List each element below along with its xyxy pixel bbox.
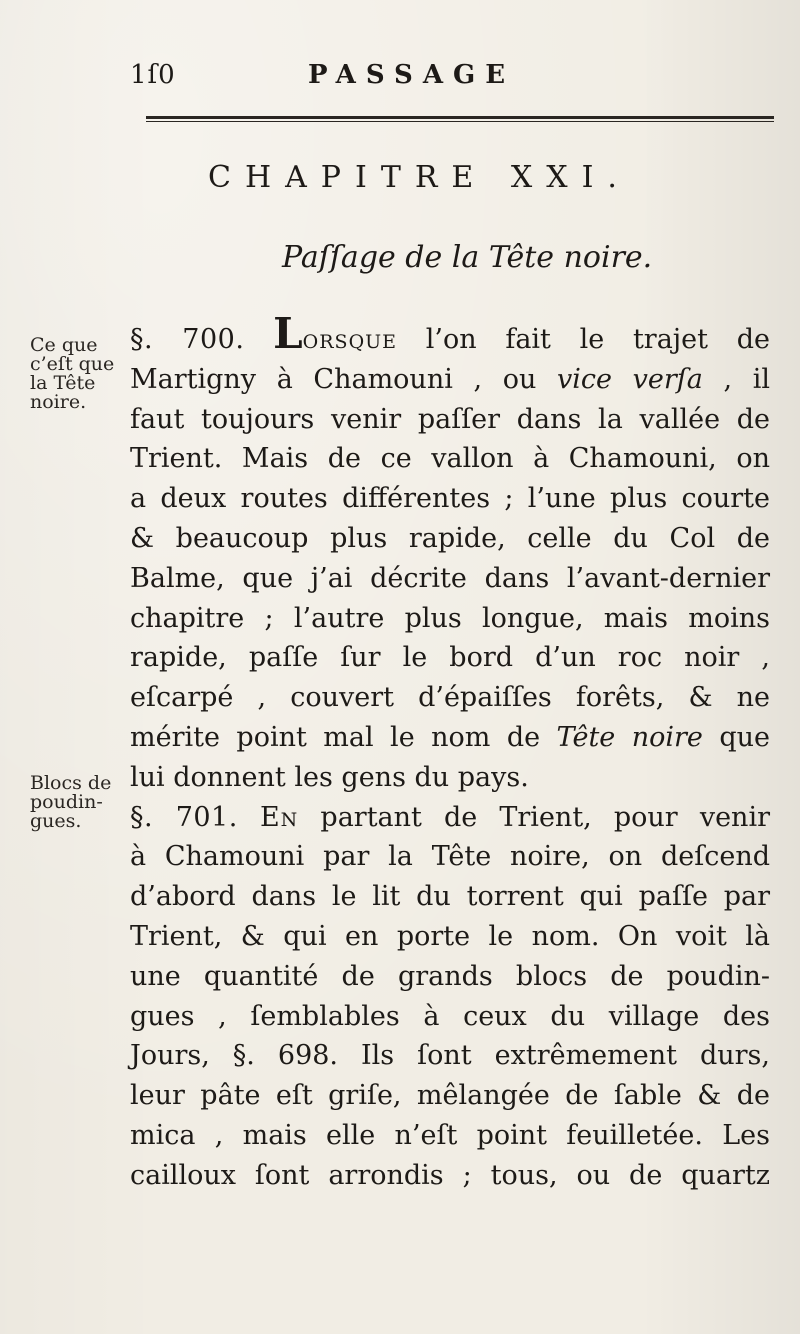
italic-phrase: Tête noire <box>556 721 703 753</box>
text-fragment: que <box>702 721 770 753</box>
margin-note-line: la Tête <box>30 372 96 394</box>
paragraph-number: §. 701. <box>130 801 238 833</box>
text-line: Trient. Mais de ce vallon à Chamouni, on <box>130 443 770 475</box>
text-line: Trient, & qui en porte le nom. On voit là <box>130 920 770 952</box>
chapter-title: CHAPITRE XXI. <box>208 160 631 195</box>
text-fragment: Martigny à Chamouni , ou <box>130 363 557 395</box>
running-title: PASSAGE <box>308 60 516 90</box>
text-line <box>130 360 770 400</box>
text-fragment: , il <box>702 363 770 395</box>
text-line: gues , ſemblables à ceux du village des <box>130 1000 770 1032</box>
text-line: Jours, §. 698. Ils ſont extrêmement durs, <box>130 1040 770 1072</box>
italic-phrase: vice verſa <box>557 363 703 395</box>
text-fragment: partant de Trient, pour venir <box>298 801 770 833</box>
smallcaps-word: orsque <box>302 324 398 355</box>
text-line: eſcarpé , couvert d’épaiſſes forêts, & ne <box>130 682 770 714</box>
text-line: chapitre ; l’autre plus longue, mais moins <box>130 602 770 634</box>
text-fragment: l’on fait le trajet de <box>397 324 770 355</box>
text-line: à Chamouni par la Tête noire, on deſcend <box>130 841 770 873</box>
smallcaps-word: En <box>259 801 299 833</box>
text-line: d’abord dans le lit du torrent qui paſſe par <box>130 881 770 913</box>
text-line: lui donnent les gens du pays. <box>130 761 529 793</box>
page-number: 1ſ0 <box>130 60 176 90</box>
text-line: rapide, paſſe ſur le bord d’un roc noir , <box>130 642 770 674</box>
margin-note-tete-noire <box>30 336 128 412</box>
text-line: Balme, que j’ai décrite dans l’avant-dernier <box>130 562 770 594</box>
header-rule-thin <box>146 121 774 122</box>
text-line <box>130 798 770 838</box>
text-line: une quantité de grands blocs de poudin- <box>130 960 770 992</box>
text-line: & beaucoup plus rapide, celle du Col de <box>130 522 770 554</box>
margin-note-line: Ce que <box>30 334 98 356</box>
margin-note-line: c’eſt que <box>30 353 115 375</box>
text-line: faut toujours venir paſſer dans la vallée de <box>130 403 770 435</box>
running-head <box>130 60 770 100</box>
text-line: a deux routes différentes ; l’une plus courte <box>130 483 770 515</box>
margin-note-line: gues. <box>30 810 82 832</box>
margin-note-blocs <box>30 774 128 831</box>
text-line <box>130 309 770 360</box>
drop-cap: L <box>273 309 303 358</box>
text-line: leur pâte eſt griſe, mêlangée de ſable & de <box>130 1080 770 1112</box>
text-line: cailloux ſont arrondis ; tous, ou de quartz <box>130 1159 770 1191</box>
margin-note-line: poudin- <box>30 791 103 813</box>
body-text <box>130 309 770 1196</box>
header-rule <box>146 116 774 119</box>
chapter-subtitle: Paſſage de la Tête noire. <box>282 240 653 275</box>
paragraph-number: §. 700. <box>130 324 245 355</box>
margin-note-line: noire. <box>30 391 87 413</box>
text-line: mica , mais elle n’eſt point feuilletée. Les <box>130 1119 770 1151</box>
text-fragment: mérite point mal le nom de <box>130 721 557 753</box>
margin-note-line: Blocs de <box>30 772 112 794</box>
text-line <box>130 718 770 758</box>
